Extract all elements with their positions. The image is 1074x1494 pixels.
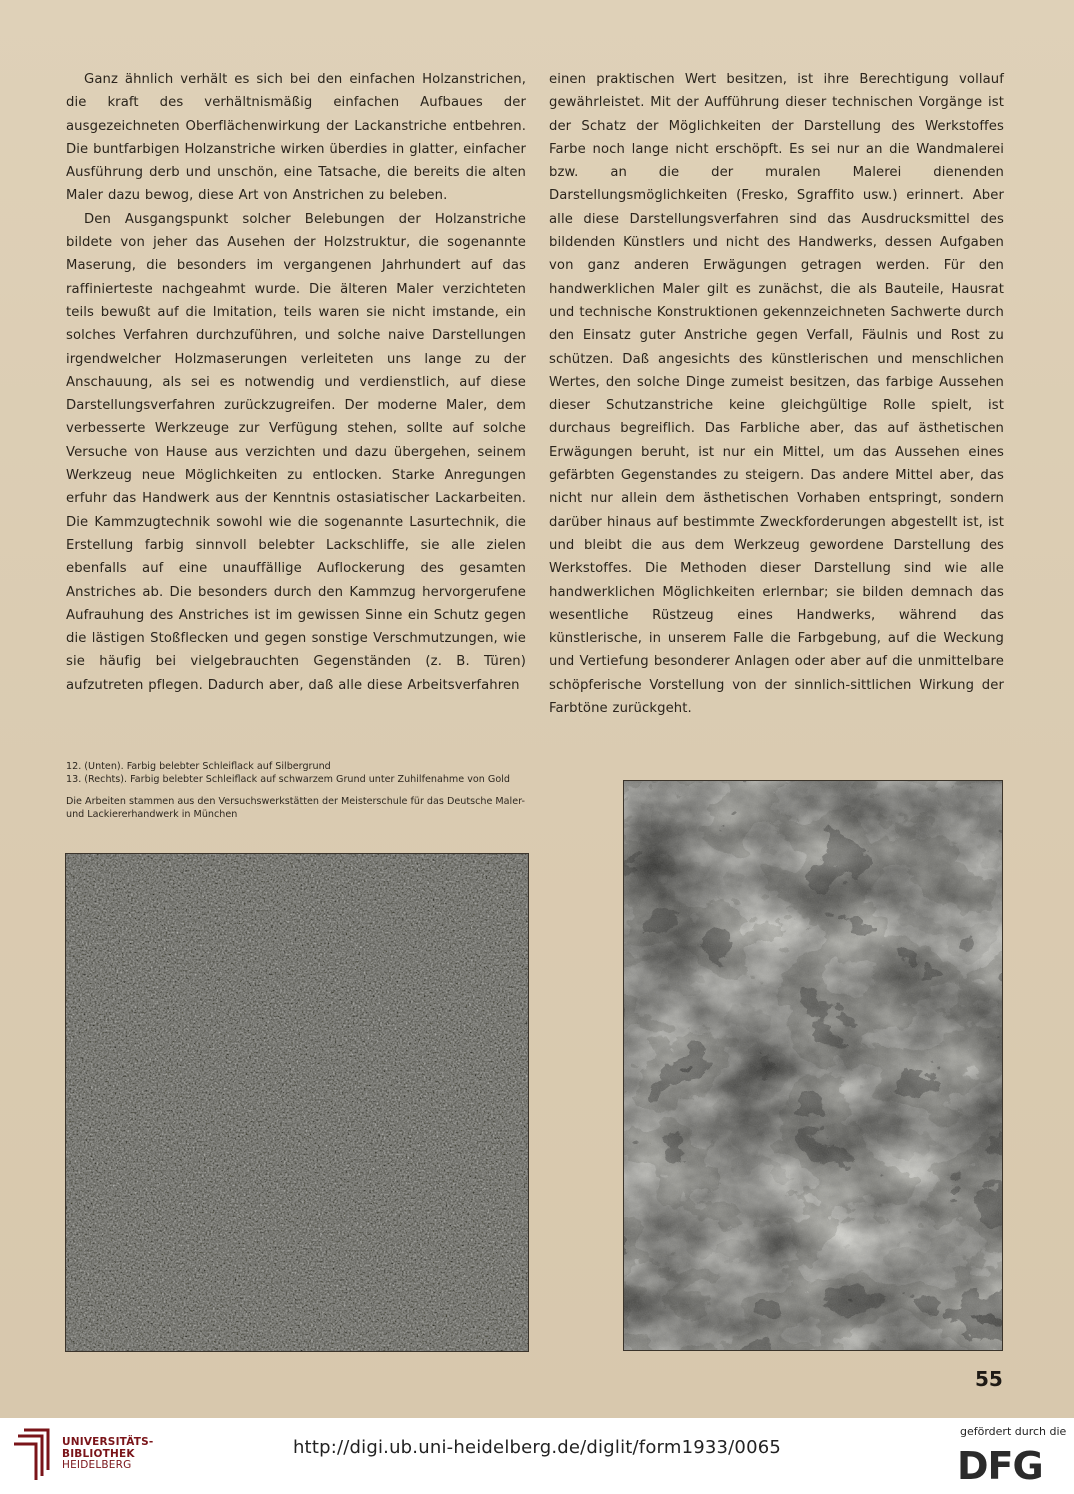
- caption-credit: Die Arbeiten stammen aus den Versuchswerkstätten der Meisterschule für das Deutsche Maler- und Lackiererhandwerk in München: [66, 795, 525, 820]
- paragraph: einen praktischen Wert besitzen, ist ihre Berechtigung vollauf gewährleistet. Mit der Aufführung dieser technischen Vorgänge ist der Schatz der Möglichkeiten der Darstellung des Werkstoffes Farbe noch lange nicht erschöpft. Es sei nur an die Wandmalerei bzw. an die der muralen Malerei dienenden Darstellungsmöglichkeiten (Fresko, Sgraffito usw.) erinnert. Aber alle diese Darstellungsverfahren sind das Ausdrucksmittel des bildenden Künstlers und nicht des Handwerks, dessen Aufgaben von ganz anderen Erwägungen getragen werden. Für den handwerklichen Maler gilt es zunächst, die als Bauteile, Hausrat und technische Konstruktionen gekennzeichneten Sachwerte durch den Einsatz guter Anstriche gegen Verfall, Fäulnis und Rost zu schützen. Daß angesichts des künstlerischen und menschlichen Wertes, den solche Dinge zumeist besitzen, das farbige Aussehen dieser Schutzanstriche keine gleichgültige Rolle spielt, ist durchaus begreiflich. Das Farbliche aber, das auf ästhetischen Erwägungen beruht, ist nur ein Mittel, um das Aussehen eines gefärbten Gegenstandes zu steigern. Das andere Mittel aber, das nicht nur allein dem ästhetischen Vorhaben entspringt, sondern darüber hinaus auf bestimmte Zweckforderungen abgestellt ist, ist und bleibt die aus dem Werkzeug gewordene Darstellung des Werkstoffes. Die Methoden dieser Darstellung sind wie alle handwerklichen Möglichkeiten erlernbar; sie bilden demnach das wesentliche Rüstzeug eines Handwerks, während das künstlerische, in unserem Falle die Farbgebung, auf die Weckung und Vertiefung besonderer Anlagen oder aber auf die unmittelbare schöpferische Vorstellung von der sinnlich-sittlichen Wirkung der Farbtöne zurückgeht.: [549, 72, 1004, 717]
- paragraph: Ganz ähnlich verhält es sich bei den einfachen Holzanstrichen, die kraft des verhältnismäßig einfachen Aufbaues der ausgezeichneten Oberflächenwirkung der Lackanstriche entbehren. Die buntfarbigen Holzanstriche wirken überdies in glatter, einfacher Ausführung derb und unschön, eine Tatsache, die bereits die alten Maler dazu bewog, diese Art von Anstrichen zu beleben.: [66, 72, 526, 204]
- figure-12-silver-lacquer-plate: [65, 853, 529, 1352]
- library-name-line-2: BIBLIOTHEK: [62, 1447, 135, 1460]
- funding-note: gefördert durch die: [960, 1425, 1067, 1438]
- speckled-texture-image: [66, 854, 528, 1351]
- paragraph: Den Ausgangspunkt solcher Belebungen der Holzanstriche bildete von jeher das Ausehen der Holzstruktur, die sogenannte Maserung, die besonders im vergangenen Jahrhundert auf das raffinierteste nachgeahmt wurde. Die älteren Maler verzichteten teils bewußt auf die Imitation, teils waren sie nicht imstande, ein solches Verfahren durchzuführen, und solche naive Darstellungen irgendwelcher Holzmaserungen verleiteten uns lange zu der Anschauung, als sei es notwendig und verdienstlich, auf diese Darstellungsverfahren zurückzugreifen. Der moderne Maler, dem verbesserte Werkzeuge zur Verfügung stehen, sollte auf solche Versuche von Hause aus verzichten und dazu übergehen, seinem Werkzeug neue Möglichkeiten zu entlocken. Starke Anregungen erfuhr das Handwerk aus der Kenntnis ostasiatischer Lackarbeiten. Die Kammzugtechnik sowohl wie die sogenannte Lasurtechnik, die Erstellung farbig sinnvoll belebter Lackschliffe, sie alle zielen ebenfalls auf eine unauffällige Auflockerung des gesamten Anstriches ab. Die besonders durch den Kammzug hervorgerufene Aufrauhung des Anstriches ist im gewissen Sinne ein Schutz gegen die lästigen Stoßflecken und gegen sonstige Verschmutzungen, wie sie häufig bei vielgebrauchten Gegenständen (z. B. Türen) aufzutreten pflegen. Dadurch aber, daß alle diese Arbeitsverfahren: [66, 211, 526, 693]
- marbled-texture-image: [624, 781, 1002, 1350]
- figure-captions: [66, 760, 528, 821]
- article-left-column: [66, 68, 526, 697]
- figure-13-black-lacquer-gold-plate: [623, 780, 1003, 1351]
- library-name-line-1: UNIVERSITÄTS-: [62, 1436, 154, 1448]
- dfg-logo: DFG: [957, 1444, 1043, 1488]
- page-number: 55: [975, 1367, 1003, 1391]
- caption-fig-12: 12. (Unten). Farbig belebter Schleiflack auf Silbergrund: [66, 761, 331, 772]
- article-right-column: [549, 68, 1004, 720]
- caption-fig-13: 13. (Rechts). Farbig belebter Schleiflack auf schwarzem Grund unter Zuhilfenahme von Gold: [66, 774, 510, 786]
- library-name-line-3: HEIDELBERG: [62, 1459, 132, 1471]
- permalink-url[interactable]: http://digi.ub.uni-heidelberg.de/diglit/form1933/0065: [292, 1437, 782, 1458]
